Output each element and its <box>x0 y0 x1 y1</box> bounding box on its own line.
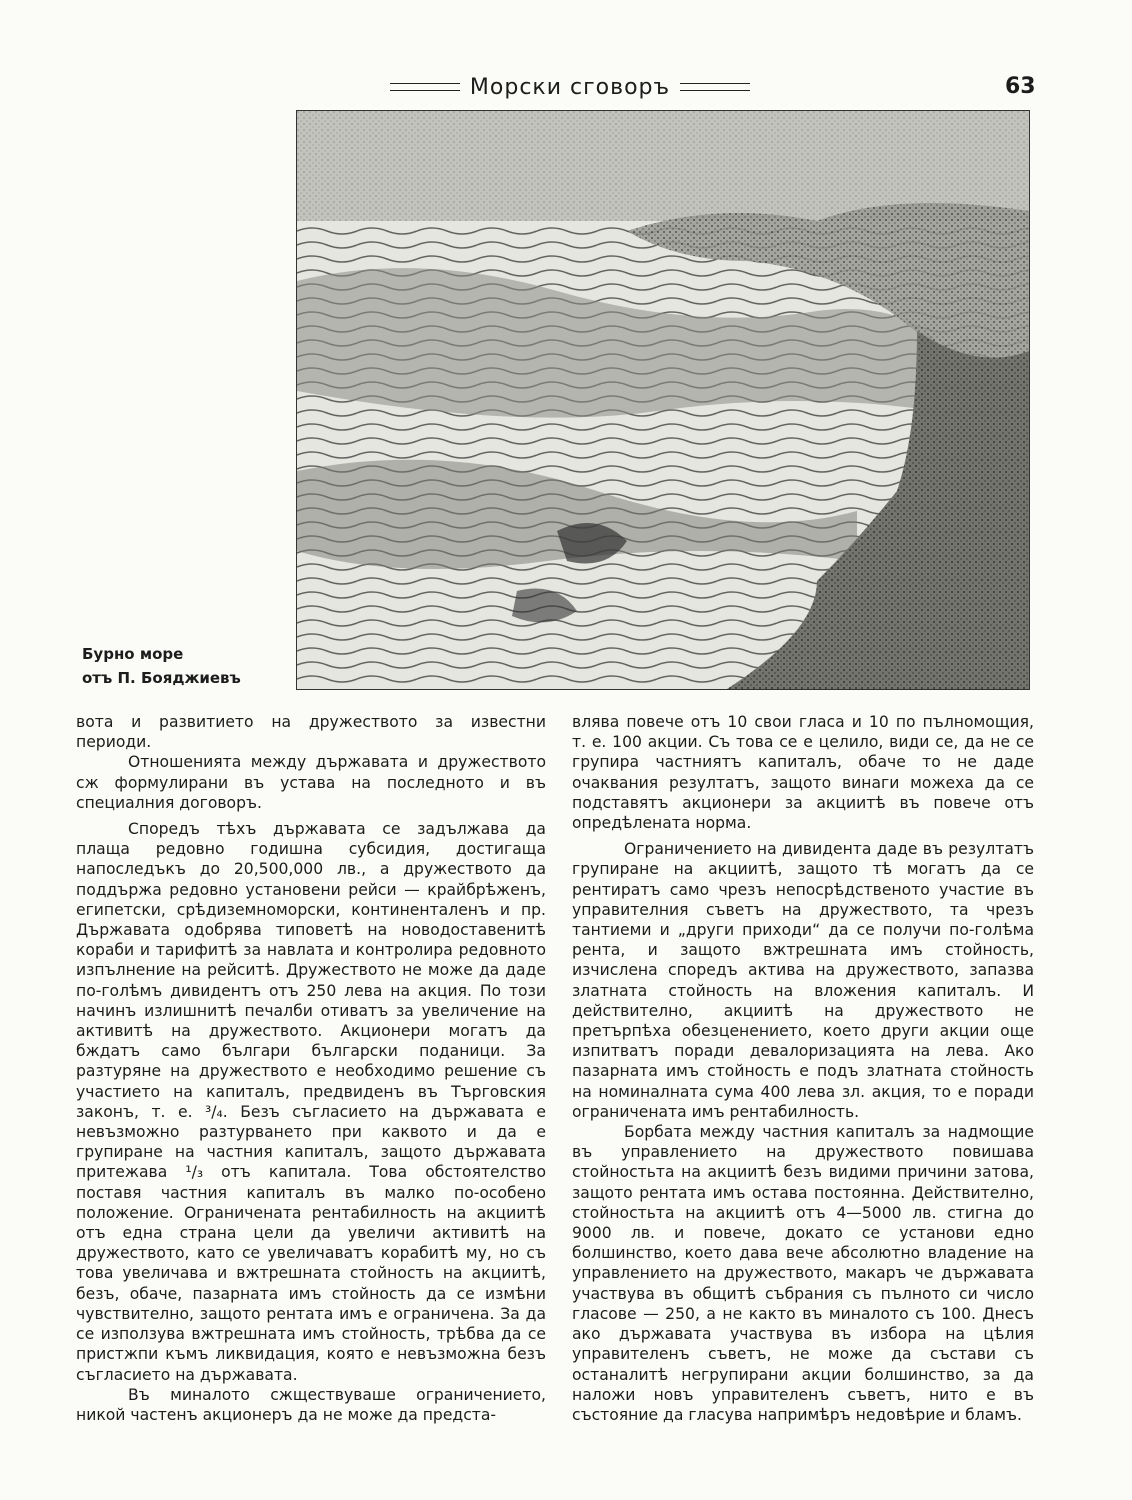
paragraph: Въ миналото сжществуваше ограничението, никой частенъ акционеръ да не може да предста- <box>76 1385 546 1424</box>
paragraph: Борбата между частния капиталъ за надмощие въ управлението на дружеството повишава стойностьта на акциитѣ безъ видими причини затова, защото рентата имъ остава постоянна. Действително, стойностьта на акциитѣ отъ 4—5000 лв. стигна до 9000 лв. и повече, докато се установи едно болшинство, което дава вече абсолютно владение на управлението на дружеството, макаръ че държавата участвува въ общитѣ събрания съ пълното си число гласове — 250, а не както въ миналото съ 100. Днесъ ако държавата участвува въ избора на цѣлия управителенъ съветъ, не може да състави съ останалитѣ негрупирани акции болшинство, за да наложи новъ управителенъ съветъ, нито е въ състояние да гласува напримѣръ недовѣрие и бламъ. <box>572 1123 1034 1424</box>
right-text-column <box>572 712 1034 1425</box>
paragraph: вота и развитието на дружеството за известни периоди. <box>76 713 546 752</box>
paragraph: Ограничението на дивидента даде въ резултатъ групиране на акциитѣ, защото тѣ могатъ да се рентиратъ само чрезъ непосрѣдственото участие въ управителния съветъ на дружеството, та чрезъ тантиеми и „други приходи“ да се получи по-голѣма рента, и защото вжтрешната имъ стойность, изчислена споредъ актива на дружеството, запазва златната стойность на вложения капиталъ. И действително, акциитѣ на дружеството не претърпѣха обезценението, което други акции още изпитватъ поради девалоризацията на лева. Ако пазарната имъ стойность е подъ златната стойность на номиналната сума 400 лева зл. акция, то е поради ограничената имъ рентабилность. <box>572 840 1034 1121</box>
running-header <box>380 70 760 104</box>
figure-caption <box>82 642 241 690</box>
caption-author: отъ П. Бояджиевъ <box>82 669 241 687</box>
paragraph: Споредъ тѣхъ държавата се задължава да плаща редовно годишна субсидия, достигаща напоследъкъ до 20,500,000 лв., а дружеството да поддържа редовно установени рейси — крайбрѣженъ, египетски, срѣдиземноморски, континенталенъ и пр. Държавата одобрява типоветѣ на новодоставенитѣ кораби и тарифитѣ за навлата и контролира редовното изпълнение на рейситѣ. Дружеството не може да даде по-голѣмъ дивидентъ отъ 250 лева на акция. По този начинъ излишнитѣ печалби отиватъ за увеличение на активитѣ на дружеството. Акционери могатъ да бждатъ само българи български поданици. За разтуряне на дружеството е необходимо решение съ участието на капиталъ, предвиденъ въ Търговския законъ, т. е. ³/₄. Безъ съгласието на държавата е невъзможно разтурването при каквото и да е групиране на частния капиталъ, защото държавата притежава ¹/₃ отъ капитала. Това обстоятелство поставя частния капиталъ въ малко по-особено положение. Ограничената рентабилность на акциитѣ отъ една страна цели да увеличи активитѣ на дружеството, като се увеличаватъ корабитѣ му, но съ това увеличава и вжтрешната стойность на акциитѣ, безъ, обаче, пазарната имъ стойность да се измѣни чувствително, защото рентата имъ е ограничена. За да се използува вжтрешната имъ стойность, трѣбва да се пристжпи къмъ ликвидация, която е невъзможна безъ съгласието на държавата. <box>76 820 546 1384</box>
paragraph: Отношенията между държавата и дружеството сж формулирани въ устава на последното и въ специалния договоръ. <box>76 753 546 812</box>
caption-title: Бурно море <box>82 645 184 663</box>
header-rule-right <box>680 83 750 91</box>
stormy-sea-illustration <box>296 110 1030 690</box>
header-rule-left <box>390 83 460 91</box>
paragraph: влява повече отъ 10 свои гласа и 10 по пълномощия, т. е. 100 акции. Съ това се е целило, види се, да не се групира частниятъ капиталъ, обаче то не даде очаквания резултатъ, защото винаги можеха да се подставятъ акционери за акциитѣ въ повече отъ опредѣлената норма. <box>572 713 1034 833</box>
page-number: 63 <box>1005 74 1036 99</box>
running-title: Морски сговоръ <box>469 74 671 100</box>
seascape-drawing <box>297 111 1029 689</box>
left-text-column <box>76 712 546 1425</box>
